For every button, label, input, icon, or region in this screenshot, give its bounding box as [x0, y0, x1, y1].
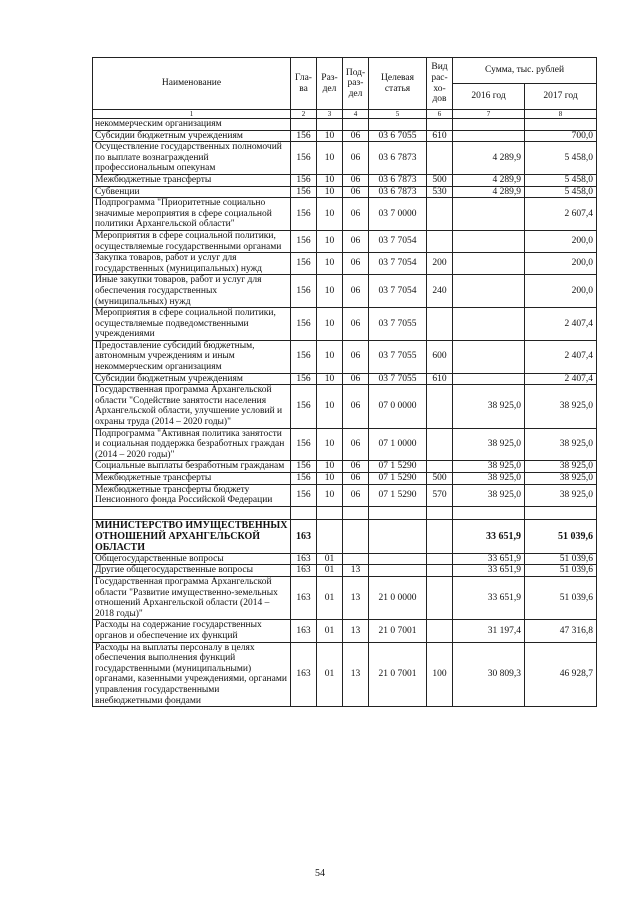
row-name: МИНИСТЕРСТВО ИМУЩЕСТВЕННЫХ ОТНОШЕНИЙ АРХАНГЕЛЬСКОЙ ОБЛАСТИ — [93, 519, 291, 553]
row-glava: 163 — [291, 576, 317, 619]
row-target — [369, 506, 427, 519]
row-razdel: 10 — [317, 174, 343, 186]
row-glava: 156 — [291, 428, 317, 461]
row-name: Субвенции — [93, 186, 291, 198]
row-razdel — [317, 519, 343, 553]
row-amount-2017: 2 607,4 — [525, 198, 597, 231]
row-razdel: 01 — [317, 565, 343, 577]
row-glava: 163 — [291, 553, 317, 565]
row-vid: 100 — [427, 642, 453, 707]
row-vid: 500 — [427, 174, 453, 186]
row-amount-2016: 4 289,9 — [453, 142, 525, 175]
row-razdel: 10 — [317, 373, 343, 385]
row-podrazdel: 06 — [343, 373, 369, 385]
row-glava: 156 — [291, 340, 317, 373]
row-glava: 156 — [291, 186, 317, 198]
row-target: 03 7 7054 — [369, 253, 427, 275]
row-podrazdel: 06 — [343, 473, 369, 485]
row-podrazdel: 06 — [343, 253, 369, 275]
row-razdel: 10 — [317, 308, 343, 341]
row-target: 03 6 7873 — [369, 174, 427, 186]
budget-table — [92, 57, 597, 707]
row-amount-2016: 33 651,9 — [453, 553, 525, 565]
col-number: 7 — [453, 110, 525, 119]
row-target: 03 7 7055 — [369, 373, 427, 385]
row-vid — [427, 119, 453, 131]
row-target: 03 7 0000 — [369, 198, 427, 231]
col-number: 3 — [317, 110, 343, 119]
row-glava: 156 — [291, 473, 317, 485]
row-target — [369, 565, 427, 577]
row-amount-2017: 200,0 — [525, 275, 597, 308]
row-target — [369, 519, 427, 553]
page-number: 54 — [315, 868, 325, 879]
header-year-2016: 2016 год — [453, 84, 525, 110]
row-amount-2016: 33 651,9 — [453, 576, 525, 619]
row-podrazdel: 06 — [343, 340, 369, 373]
table-row — [93, 484, 597, 506]
row-razdel: 10 — [317, 142, 343, 175]
row-name: Иные закупки товаров, работ и услуг для обеспечения государственных (муниципальных) нужд — [93, 275, 291, 308]
col-number: 5 — [369, 110, 427, 119]
row-razdel: 10 — [317, 473, 343, 485]
row-vid — [427, 461, 453, 473]
table-row — [93, 230, 597, 252]
table-row — [93, 620, 597, 642]
row-name: Расходы на выплаты персоналу в целях обеспечения выполнения функций государственными (муниципальными) органами, казенными учреждениями, органами управления государственными внебюджетными фондами — [93, 642, 291, 707]
row-target: 21 0 0000 — [369, 576, 427, 619]
row-amount-2017: 38 925,0 — [525, 484, 597, 506]
row-razdel: 10 — [317, 186, 343, 198]
row-name: Мероприятия в сфере социальной политики, осуществляемые государственными органами — [93, 230, 291, 252]
row-target: 07 1 5290 — [369, 484, 427, 506]
row-podrazdel: 06 — [343, 385, 369, 428]
table-row — [93, 340, 597, 373]
table-row — [93, 473, 597, 485]
row-vid — [427, 428, 453, 461]
row-razdel: 10 — [317, 198, 343, 231]
row-vid: 610 — [427, 373, 453, 385]
col-number: 4 — [343, 110, 369, 119]
row-target: 07 1 0000 — [369, 428, 427, 461]
row-razdel: 01 — [317, 620, 343, 642]
row-razdel — [317, 506, 343, 519]
row-target — [369, 119, 427, 131]
row-amount-2016: 33 651,9 — [453, 565, 525, 577]
row-podrazdel: 13 — [343, 565, 369, 577]
table-row — [93, 373, 597, 385]
row-amount-2017: 51 039,6 — [525, 553, 597, 565]
row-razdel: 10 — [317, 130, 343, 142]
row-name: Предоставление субсидий бюджетным, автономным учреждениям и иным некоммерческим организациям — [93, 340, 291, 373]
row-podrazdel: 06 — [343, 142, 369, 175]
row-amount-2016 — [453, 198, 525, 231]
row-amount-2016: 30 809,3 — [453, 642, 525, 707]
row-podrazdel: 13 — [343, 576, 369, 619]
row-target: 21 0 7001 — [369, 620, 427, 642]
row-podrazdel: 06 — [343, 461, 369, 473]
row-glava: 156 — [291, 174, 317, 186]
row-amount-2016: 38 925,0 — [453, 428, 525, 461]
row-glava: 156 — [291, 253, 317, 275]
row-vid — [427, 308, 453, 341]
row-podrazdel: 06 — [343, 428, 369, 461]
row-amount-2016: 4 289,9 — [453, 186, 525, 198]
table-row — [93, 275, 597, 308]
row-amount-2017: 38 925,0 — [525, 428, 597, 461]
row-name: Подпрограмма "Приоритетные социально значимые мероприятия в сфере социальной политики Архангельской области" — [93, 198, 291, 231]
row-razdel: 10 — [317, 230, 343, 252]
table-row — [93, 174, 597, 186]
row-podrazdel: 13 — [343, 620, 369, 642]
row-glava: 163 — [291, 519, 317, 553]
row-podrazdel: 13 — [343, 642, 369, 707]
row-amount-2017 — [525, 506, 597, 519]
row-amount-2016 — [453, 119, 525, 131]
row-name: Расходы на содержание государственных органов и обеспечение их функций — [93, 620, 291, 642]
col-number: 2 — [291, 110, 317, 119]
header-podrazdel: Под-раз-дел — [343, 58, 369, 110]
budget-table-sheet — [92, 57, 596, 707]
table-row — [93, 506, 597, 519]
row-amount-2016: 38 925,0 — [453, 385, 525, 428]
row-podrazdel: 06 — [343, 198, 369, 231]
col-number: 8 — [525, 110, 597, 119]
table-row — [93, 119, 597, 131]
row-vid: 200 — [427, 253, 453, 275]
row-name: Социальные выплаты безработным гражданам — [93, 461, 291, 473]
row-glava: 163 — [291, 565, 317, 577]
row-name: Межбюджетные трансферты — [93, 174, 291, 186]
header-glava: Гла-ва — [291, 58, 317, 110]
row-razdel: 01 — [317, 553, 343, 565]
row-glava: 156 — [291, 275, 317, 308]
row-vid: 240 — [427, 275, 453, 308]
row-target: 07 1 5290 — [369, 461, 427, 473]
table-row — [93, 642, 597, 707]
row-amount-2017 — [525, 119, 597, 131]
row-glava: 156 — [291, 484, 317, 506]
row-amount-2017: 51 039,6 — [525, 519, 597, 553]
table-row — [93, 142, 597, 175]
row-glava: 156 — [291, 142, 317, 175]
row-target: 03 6 7055 — [369, 130, 427, 142]
row-amount-2016 — [453, 253, 525, 275]
row-glava: 156 — [291, 230, 317, 252]
row-name: Закупка товаров, работ и услуг для государственных (муниципальных) нужд — [93, 253, 291, 275]
row-podrazdel: 06 — [343, 130, 369, 142]
row-vid — [427, 565, 453, 577]
row-target: 03 7 7055 — [369, 340, 427, 373]
row-podrazdel: 06 — [343, 275, 369, 308]
row-razdel: 10 — [317, 428, 343, 461]
row-target: 07 1 5290 — [369, 473, 427, 485]
row-glava — [291, 506, 317, 519]
row-vid — [427, 519, 453, 553]
row-amount-2017: 38 925,0 — [525, 461, 597, 473]
row-amount-2016 — [453, 373, 525, 385]
row-name: Другие общегосударственные вопросы — [93, 565, 291, 577]
table-row — [93, 576, 597, 619]
row-podrazdel: 06 — [343, 484, 369, 506]
row-glava: 156 — [291, 198, 317, 231]
header-summa: Сумма, тыс. рублей — [453, 58, 597, 84]
table-row — [93, 565, 597, 577]
row-amount-2017: 38 925,0 — [525, 385, 597, 428]
row-vid — [427, 230, 453, 252]
row-amount-2016: 38 925,0 — [453, 484, 525, 506]
row-vid: 570 — [427, 484, 453, 506]
row-name: Подпрограмма "Активная политика занятости и социальная поддержка безработных граждан (2014 – 2020 годы)" — [93, 428, 291, 461]
table-row — [93, 461, 597, 473]
row-amount-2016 — [453, 308, 525, 341]
row-amount-2017: 5 458,0 — [525, 174, 597, 186]
row-amount-2017: 5 458,0 — [525, 186, 597, 198]
row-amount-2017: 5 458,0 — [525, 142, 597, 175]
row-target: 03 7 7054 — [369, 275, 427, 308]
row-vid — [427, 553, 453, 565]
row-podrazdel: 06 — [343, 230, 369, 252]
row-razdel: 01 — [317, 576, 343, 619]
row-amount-2016: 4 289,9 — [453, 174, 525, 186]
row-razdel: 10 — [317, 461, 343, 473]
row-amount-2016 — [453, 130, 525, 142]
row-target: 03 7 7055 — [369, 308, 427, 341]
row-amount-2017: 46 928,7 — [525, 642, 597, 707]
row-name: Осуществление государственных полномочий по выплате вознаграждений профессиональным опекунам — [93, 142, 291, 175]
row-podrazdel: 06 — [343, 308, 369, 341]
row-name: Государственная программа Архангельской области "Содействие занятости населения Архангельской области, улучшение условий и охраны труда (2014 – 2020 годы)" — [93, 385, 291, 428]
row-amount-2016 — [453, 506, 525, 519]
row-amount-2016: 33 651,9 — [453, 519, 525, 553]
row-razdel: 10 — [317, 484, 343, 506]
row-vid: 610 — [427, 130, 453, 142]
row-amount-2016 — [453, 275, 525, 308]
row-name: Государственная программа Архангельской области "Развитие имущественно-земельных отношений Архангельской области (2014 – 2018 годы)" — [93, 576, 291, 619]
row-name: Общегосударственные вопросы — [93, 553, 291, 565]
row-podrazdel: 06 — [343, 174, 369, 186]
row-amount-2017: 700,0 — [525, 130, 597, 142]
row-razdel: 10 — [317, 275, 343, 308]
row-target — [369, 553, 427, 565]
row-amount-2017: 47 316,8 — [525, 620, 597, 642]
table-row — [93, 308, 597, 341]
row-amount-2016: 31 197,4 — [453, 620, 525, 642]
table-row — [93, 428, 597, 461]
row-glava: 163 — [291, 620, 317, 642]
row-amount-2016: 38 925,0 — [453, 473, 525, 485]
row-podrazdel — [343, 519, 369, 553]
row-amount-2017: 51 039,6 — [525, 576, 597, 619]
row-target: 21 0 7001 — [369, 642, 427, 707]
row-amount-2017: 51 039,6 — [525, 565, 597, 577]
table-row — [93, 198, 597, 231]
row-name — [93, 506, 291, 519]
row-razdel: 01 — [317, 642, 343, 707]
column-number-row — [93, 110, 597, 119]
row-target: 03 6 7873 — [369, 142, 427, 175]
row-target: 03 7 7054 — [369, 230, 427, 252]
row-glava: 163 — [291, 642, 317, 707]
table-row — [93, 186, 597, 198]
row-amount-2016: 38 925,0 — [453, 461, 525, 473]
row-razdel: 10 — [317, 253, 343, 275]
row-amount-2016 — [453, 340, 525, 373]
table-row — [93, 385, 597, 428]
col-number: 1 — [93, 110, 291, 119]
row-glava: 156 — [291, 308, 317, 341]
row-vid — [427, 142, 453, 175]
row-amount-2017: 2 407,4 — [525, 340, 597, 373]
header-vid: Вид рас-хо-дов — [427, 58, 453, 110]
row-vid: 600 — [427, 340, 453, 373]
row-amount-2017: 200,0 — [525, 253, 597, 275]
row-amount-2017: 2 407,4 — [525, 373, 597, 385]
row-podrazdel — [343, 553, 369, 565]
row-vid: 530 — [427, 186, 453, 198]
row-vid — [427, 198, 453, 231]
row-razdel: 10 — [317, 340, 343, 373]
row-name: Субсидии бюджетным учреждениям — [93, 373, 291, 385]
row-podrazdel — [343, 119, 369, 131]
header-target: Целевая статья — [369, 58, 427, 110]
row-vid — [427, 620, 453, 642]
table-row — [93, 253, 597, 275]
row-podrazdel — [343, 506, 369, 519]
row-name: Субсидии бюджетным учреждениям — [93, 130, 291, 142]
row-podrazdel: 06 — [343, 186, 369, 198]
table-body — [93, 119, 597, 707]
row-glava: 156 — [291, 373, 317, 385]
row-target: 07 0 0000 — [369, 385, 427, 428]
row-amount-2017: 200,0 — [525, 230, 597, 252]
row-glava: 156 — [291, 385, 317, 428]
row-glava: 156 — [291, 461, 317, 473]
table-row — [93, 519, 597, 553]
row-razdel — [317, 119, 343, 131]
row-glava: 156 — [291, 130, 317, 142]
header-razdel: Раз-дел — [317, 58, 343, 110]
row-vid — [427, 506, 453, 519]
table-row — [93, 130, 597, 142]
row-amount-2016 — [453, 230, 525, 252]
row-vid — [427, 576, 453, 619]
row-glava — [291, 119, 317, 131]
row-name: Мероприятия в сфере социальной политики, осуществляемые подведомственными учреждениями — [93, 308, 291, 341]
row-amount-2017: 38 925,0 — [525, 473, 597, 485]
row-name: Межбюджетные трансферты бюджету Пенсионного фонда Российской Федерации — [93, 484, 291, 506]
header-name: Наименование — [93, 58, 291, 110]
table-row — [93, 553, 597, 565]
row-vid: 500 — [427, 473, 453, 485]
row-name: некоммерческим организациям — [93, 119, 291, 131]
col-number: 6 — [427, 110, 453, 119]
row-vid — [427, 385, 453, 428]
row-razdel: 10 — [317, 385, 343, 428]
header-year-2017: 2017 год — [525, 84, 597, 110]
row-name: Межбюджетные трансферты — [93, 473, 291, 485]
row-target: 03 6 7873 — [369, 186, 427, 198]
row-amount-2017: 2 407,4 — [525, 308, 597, 341]
